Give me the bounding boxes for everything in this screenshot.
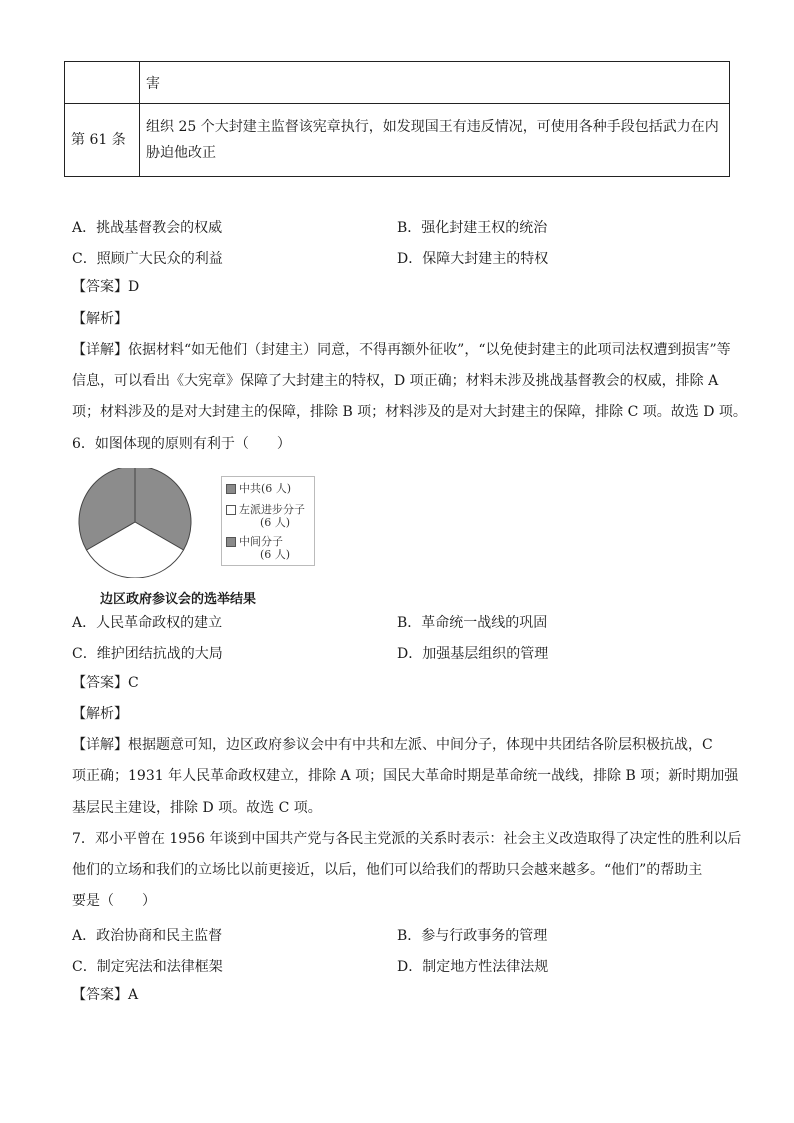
detail-tag: 【详解】 bbox=[72, 342, 128, 358]
legend-swatch bbox=[226, 537, 236, 547]
q5-detail-line-1 bbox=[72, 342, 731, 358]
q5-option-a: A．挑战基督教会的权威 bbox=[72, 220, 223, 236]
article-label-cell: 第 61 条 bbox=[65, 104, 140, 177]
answer-tag: 【答案】 bbox=[72, 987, 128, 1003]
q6-detail-line-3: 基层民主建设，排除 D 项。故选 C 项。 bbox=[72, 800, 322, 816]
article-text-cell: 害 bbox=[140, 62, 730, 104]
q5-analysis-tag: 【解析】 bbox=[72, 311, 128, 327]
q5-option-d: D．保障大封建主的特权 bbox=[397, 251, 549, 267]
q6-answer bbox=[72, 675, 139, 691]
magna-carta-articles-table bbox=[64, 61, 730, 177]
legend-label: 中间分子 bbox=[239, 535, 283, 548]
q6-option-d: D．加强基层组织的管理 bbox=[397, 646, 549, 662]
q5-detail-line-3: 项；材料涉及的是对大封建主的保障，排除 B 项；材料涉及的是对大封建主的保障，排除 C 项。故选 D 项。 bbox=[72, 404, 747, 420]
answer-value: D bbox=[128, 279, 140, 295]
q6-figure-caption: 边区政府参议会的选举结果 bbox=[100, 592, 257, 607]
q6-analysis-tag: 【解析】 bbox=[72, 706, 128, 722]
q6-stem: 6．如图体现的原则有利于（ ） bbox=[72, 436, 291, 452]
legend-label: 中共(6 人) bbox=[239, 482, 292, 495]
q5-answer bbox=[72, 279, 139, 295]
q7-stem-line-3: 要是（ ） bbox=[72, 893, 156, 909]
detail-text: 根据题意可知，边区政府参议会中有中共和左派、中间分子，体现中共团结各阶层积极抗战，C bbox=[128, 737, 713, 753]
answer-value: A bbox=[128, 987, 139, 1003]
q7-option-d: D．制定地方性法律法规 bbox=[397, 959, 549, 975]
q7-stem-line-2: 他们的立场和我们的立场比以前更接近，以后，他们可以给我们的帮助只会越来越多。“他们”的帮助主 bbox=[72, 862, 703, 878]
detail-tag: 【详解】 bbox=[72, 737, 128, 753]
q7-option-c: C．制定宪法和法律框架 bbox=[72, 959, 223, 975]
q5-detail-line-2: 信息，可以看出《大宪章》保障了大封建主的特权，D 项正确；材料未涉及挑战基督教会的权威，排除 A bbox=[72, 373, 719, 389]
q5-option-b: B．强化封建王权的统治 bbox=[397, 220, 548, 236]
legend-swatch bbox=[226, 505, 236, 515]
answer-tag: 【答案】 bbox=[72, 279, 128, 295]
legend-item-middle-count: (6 人) bbox=[260, 548, 291, 561]
answer-tag: 【答案】 bbox=[72, 675, 128, 691]
q6-option-a: A．人民革命政权的建立 bbox=[72, 615, 223, 631]
table-row bbox=[65, 62, 730, 104]
q7-answer bbox=[72, 987, 138, 1003]
article-label-cell bbox=[65, 62, 140, 104]
detail-text: 依据材料“如无他们（封建主）同意，不得再额外征收”，“以免使封建主的此项司法权遭到损害”等 bbox=[128, 342, 731, 358]
q7-option-b: B．参与行政事务的管理 bbox=[397, 928, 548, 944]
legend-item-ccp bbox=[226, 483, 291, 495]
legend-swatch bbox=[226, 484, 236, 494]
legend-item-middle bbox=[226, 536, 283, 548]
q6-chart-legend bbox=[221, 476, 315, 566]
q6-option-b: B．革命统一战线的巩固 bbox=[397, 615, 548, 631]
legend-item-left-progressive bbox=[226, 504, 305, 516]
q7-stem-line-1: 7．邓小平曾在 1956 年谈到中国共产党与各民主党派的关系时表示：社会主义改造取得了决定性的胜利以后 bbox=[72, 831, 742, 847]
legend-item-left-progressive-count: (6 人) bbox=[260, 516, 291, 529]
q6-detail-line-2: 项正确；1931 年人民革命政权建立，排除 A 项；国民大革命时期是革命统一战线，排除 B 项；新时期加强 bbox=[72, 768, 739, 784]
q6-detail-line-1 bbox=[72, 737, 713, 753]
legend-label: 左派进步分子 bbox=[239, 503, 305, 516]
article-text-cell: 组织 25 个大封建主监督该宪章执行，如发现国王有违反情况，可使用各种手段包括武力在内胁迫他改正 bbox=[140, 104, 730, 177]
q5-option-c: C．照顾广大民众的利益 bbox=[72, 251, 223, 267]
q6-pie-chart bbox=[76, 468, 196, 582]
q6-option-c: C．维护团结抗战的大局 bbox=[72, 646, 223, 662]
answer-value: C bbox=[128, 675, 139, 691]
q7-option-a: A．政治协商和民主监督 bbox=[72, 928, 223, 944]
table-row bbox=[65, 104, 730, 177]
